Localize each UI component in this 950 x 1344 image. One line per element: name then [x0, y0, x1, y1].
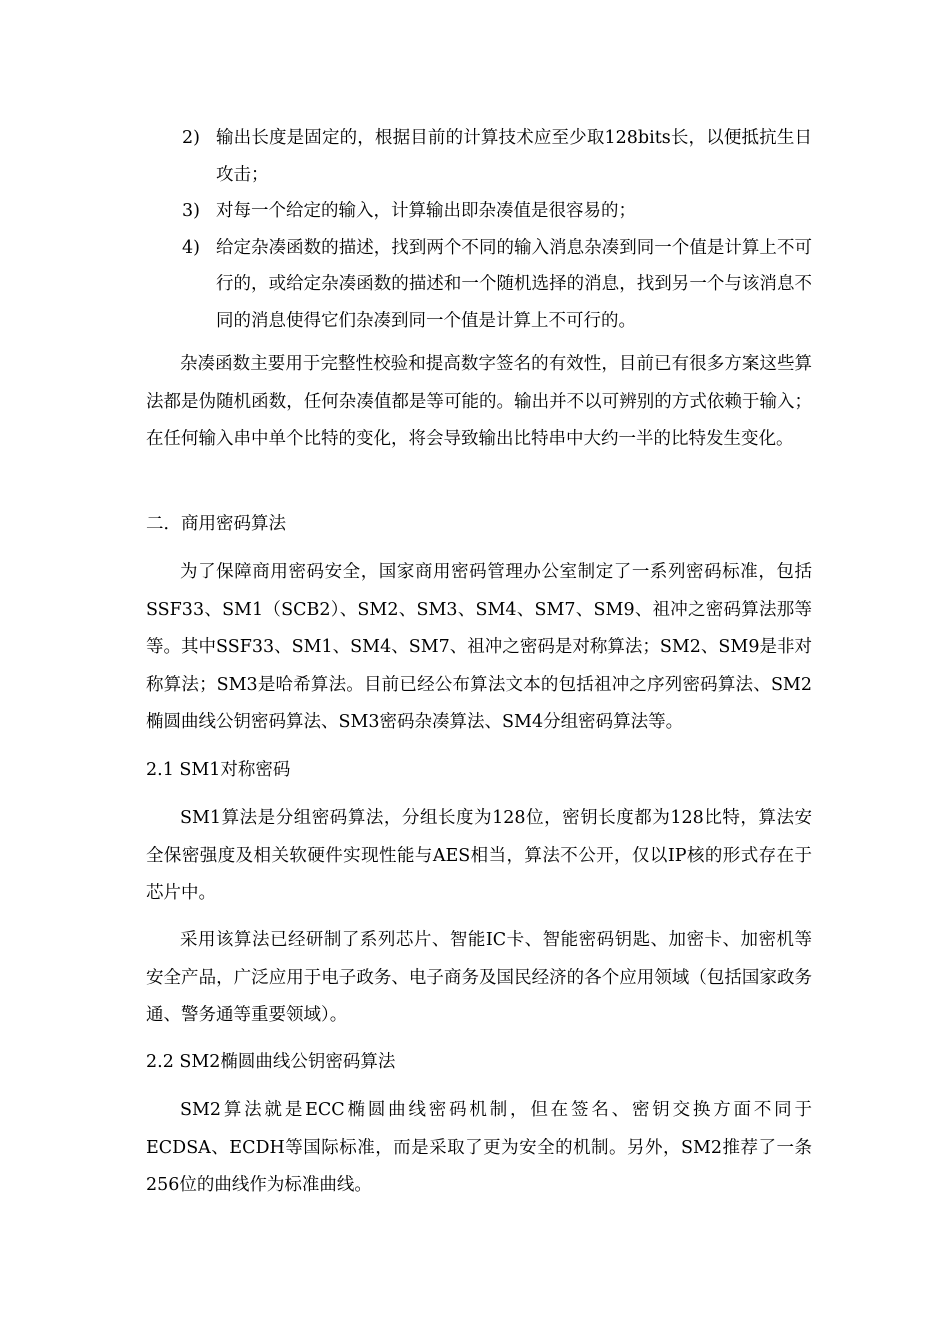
list-item	[182, 193, 812, 230]
list-item-number: 3)	[182, 201, 200, 221]
list-item	[182, 230, 812, 340]
sm1-paragraph-intro: SM1算法是分组密码算法，分组长度为128位，密钥长度都为128比特，算法安全保密强度及相关软硬件实现性能与AES相当，算法不公开，仅以IP核的形式存在于芯片中。	[146, 808, 812, 903]
sm2-paragraph: SM2算法就是ECC椭圆曲线密码机制，但在签名、密钥交换方面不同于ECDSA、ECDH等国际标准，而是采取了更为安全的机制。另外，SM2推荐了一条256位的曲线作为标准曲线。	[146, 1100, 812, 1195]
section-heading-sm2: 2.2 SM2椭圆曲线公钥密码算法	[146, 1052, 396, 1072]
sm1-paragraph-applications: 采用该算法已经研制了系列芯片、智能IC卡、智能密码钥匙、加密卡、加密机等安全产品，广泛应用于电子政务、电子商务及国民经济的各个应用领域（包括国家政务通、警务通等重要领域）。	[146, 930, 812, 1025]
list-item-text: 给定杂凑函数的描述，找到两个不同的输入消息杂凑到同一个值是计算上不可行的，或给定杂凑函数的描述和一个随机选择的消息，找到另一个与该消息不同的消息使得它们杂凑到同一个值是计算上不可行的。	[216, 237, 812, 331]
list-item-text: 输出长度是固定的，根据目前的计算技术应至少取128bits长，以便抵抗生日攻击；	[216, 128, 812, 185]
list-item	[182, 120, 812, 193]
commercial-crypto-paragraph: 为了保障商用密码安全，国家商用密码管理办公室制定了一系列密码标准，包括SSF33、SM1（SCB2）、SM2、SM3、SM4、SM7、SM9、祖冲之密码算法那等等。其中SSF33、SM1、SM4、SM7、祖冲之密码是对称算法；SM2、SM9是非对称算法；SM3是哈希算法。目前已经公布算法文本的包括祖冲之序列密码算法、SM2椭圆曲线公钥密码算法、SM3密码杂凑算法、SM4分组密码算法等。	[146, 562, 812, 732]
numbered-list	[182, 120, 812, 339]
list-item-text: 对每一个给定的输入，计算输出即杂凑值是很容易的；	[216, 201, 636, 221]
list-item-number: 2)	[182, 128, 200, 148]
list-item-number: 4)	[182, 237, 200, 258]
hash-function-paragraph: 杂凑函数主要用于完整性校验和提高数字签名的有效性，目前已有很多方案这些算法都是伪随机函数，任何杂凑值都是等可能的。输出并不以可辨别的方式依赖于输入；在任何输入串中单个比特的变化，将会导致输出比特串中大约一半的比特发生变化。	[146, 354, 812, 449]
section-heading-sm1: 2.1 SM1对称密码	[146, 760, 291, 780]
section-heading-commercial-crypto: 二．商用密码算法	[146, 514, 286, 534]
